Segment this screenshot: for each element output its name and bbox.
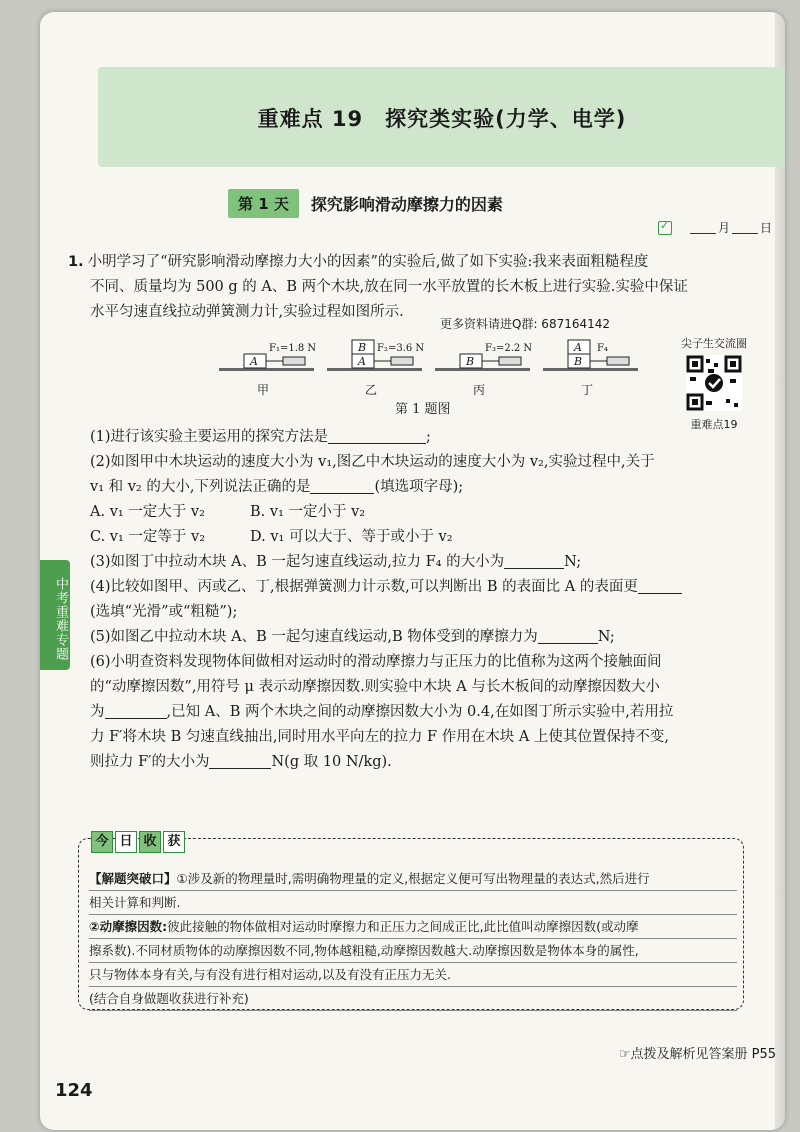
answer-blank-1[interactable]	[328, 428, 426, 444]
svg-text:B: B	[466, 355, 475, 368]
option-b: B. v₁ 一定小于 v₂	[250, 504, 366, 520]
page-number: 124	[55, 1080, 93, 1101]
setup-jia	[219, 343, 316, 397]
force-jia: F₁=1.8 N	[269, 343, 317, 354]
calendar-check-icon	[658, 221, 672, 235]
label-jia: 甲	[257, 383, 270, 397]
answer-blank-5[interactable]	[538, 628, 598, 644]
option-a: A. v₁ 一定大于 v₂	[90, 504, 205, 520]
summary-line: 相关计算和判断.	[89, 891, 737, 915]
qr-block	[680, 335, 748, 432]
setup-ding	[543, 340, 638, 397]
month-blank	[690, 222, 716, 234]
svg-text:A: A	[358, 355, 366, 368]
answer-reference: ☞点拨及解析见答案册 P55	[618, 1047, 776, 1062]
force-yi: F₂=3.6 N	[377, 343, 425, 354]
summary-line: 只与物体本身有关,与有没有进行相对运动,以及有没有正压力无关.	[89, 963, 737, 987]
summary-tag-char: 收	[139, 831, 161, 853]
options-ab	[68, 500, 748, 525]
qr-code-icon[interactable]	[686, 355, 742, 411]
part-6: (6)小明查资料发现物体间做相对运动时的滑动摩擦力与正压力的比值称为这两个接触面间	[90, 654, 662, 670]
summary-tag-char: 今	[91, 831, 113, 853]
date-field	[658, 219, 772, 236]
force-ding: F₄	[597, 343, 608, 354]
answer-blank-6b[interactable]	[209, 753, 271, 769]
answer-blank-4[interactable]	[638, 578, 682, 594]
summary-line: 【解题突破口】①涉及新的物理量时,需明确物理量的定义,根据定义便可写出物理量的表达式,然后进行	[89, 867, 737, 891]
qr-caption-top: 尖子生交流圈	[681, 337, 747, 350]
summary-tag	[91, 831, 185, 853]
answer-blank-2[interactable]	[310, 478, 374, 494]
setup-yi	[327, 340, 424, 397]
day-header	[228, 187, 503, 219]
label-yi: 乙	[365, 383, 378, 397]
qr-caption-bottom: 重难点19	[690, 418, 738, 431]
summary-note: (结合自身做题收获进行补充)	[89, 987, 737, 1011]
block-a-label-jia: A	[250, 355, 258, 368]
day-tag: 第 1 天	[228, 189, 299, 218]
month-label: 月	[717, 221, 730, 235]
option-d: D. v₁ 可以大于、等于或小于 v₂	[250, 529, 453, 545]
day-title: 探究影响滑动摩擦力的因素	[310, 194, 503, 214]
summary-body	[89, 867, 737, 1011]
question-intro: 1. 小明学习了“研究影响滑动摩擦力大小的因素”的实验后,做了如下实验:我来表面粗糙程度	[68, 254, 649, 270]
group-note: 更多资料请进Q群: 687164142	[440, 317, 611, 331]
label-bing: 丙	[473, 383, 486, 397]
daily-summary-box	[78, 834, 744, 1010]
svg-text:B: B	[358, 341, 367, 354]
svg-text:A: A	[574, 341, 582, 354]
figure-caption: 第 1 题图	[395, 402, 451, 417]
setup-bing	[435, 343, 532, 397]
answer-blank-3[interactable]	[504, 553, 564, 569]
part-2: (2)如图甲中木块运动的速度大小为 v₁,图乙中木块运动的速度大小为 v₂,实验过程中,关于	[90, 454, 655, 470]
section-title: 重难点 19 探究类实验(力学、电学)	[257, 107, 627, 131]
part-5: (5)如图乙中拉动木块 A、B 一起匀速直线运动,B 物体受到的摩擦力为 N;	[90, 629, 615, 645]
part-3: (3)如图丁中拉动木块 A、B 一起匀速直线运动,拉力 F₄ 的大小为 N;	[90, 554, 582, 570]
answer-blank-6a[interactable]	[105, 703, 167, 719]
summary-line: 擦系数).不同材质物体的动摩擦因数不同,物体越粗糙,动摩擦因数越大.动摩擦因数是物体本身的属性,	[89, 939, 737, 963]
side-tab: 中考重难专题	[40, 560, 70, 670]
force-bing: F₃=2.2 N	[485, 343, 533, 354]
page-edge	[775, 12, 785, 1130]
day-blank	[732, 222, 758, 234]
svg-text:B: B	[574, 355, 583, 368]
summary-line: ②动摩擦因数:彼此接触的物体做相对运动时摩擦力和正压力之间成正比,此比值叫动摩擦因数(或动摩	[89, 915, 737, 939]
options-cd	[68, 525, 748, 550]
question-1: 1. 小明学习了“研究影响滑动摩擦力大小的因素”的实验后,做了如下实验:我来表面粗糙程度 不同、质量均为 500 g 的 A、B 两个木块,放在同一水平放置的长木板上进行实验.实验中保证 水平匀速直线拉动弹簧测力计,实验过程如图所示. (1)进行该实验主要运用的探究方法是 ; (2)如图甲中木块运动的速度大小为 v₁,图乙中木块运动的速度大小为 v₂,实验过程中,关于 v₁ 和 v₂ 的大小,下列说法正确的是 (填选项字母); A. v₁ 一定大于 v₂ B. v₁ 一定小于 v₂ C. v₁ 一定等于 v₂ D. v₁ 可以大于、等于或小于 v₂ (3)如图丁中拉动木块 A、B 一起匀速直线运动,拉力 F₄ 的大小为 N; (4)比较如图甲、丙或乙、丁,根据弹簧测力计示数,可以判断出 B 的表面比 A 的表面更 (选填“光滑”或“粗糙”); (5)如图乙中拉动木块 A、B 一起匀速直线运动,B 物体受到的摩擦力为 N; (6)小明查资料发现物体间做相对运动时的滑动摩擦力与正压力的比值称为这两个接触面间 的“动摩擦因数”,用符号 μ 表示动摩擦因数.则实验中木块 A 与长木板间的动摩擦因数大小 为 ,已知 A、B 两个木块之间的动摩擦因数大小为 0.4,在如图丁所示实验中,若用拉 力 F′将木块 B 匀速直线抽出,同时用水平向左的拉力 F 作用在木块 A 上使其位置保持不变, 则拉力 F′的大小为 N(g 取 10 N/kg).	[68, 250, 748, 775]
part-1: (1)进行该实验主要运用的探究方法是 ;	[90, 429, 431, 445]
part-4: (4)比较如图甲、丙或乙、丁,根据弹簧测力计示数,可以判断出 B 的表面比 A 的表面更	[68, 575, 748, 600]
label-ding: 丁	[581, 383, 594, 397]
question-number: 1.	[68, 254, 84, 270]
option-c: C. v₁ 一定等于 v₂	[90, 529, 206, 545]
day-label: 日	[759, 221, 772, 235]
section-banner	[98, 67, 785, 167]
summary-tag-char: 获	[163, 831, 185, 853]
summary-tag-char: 日	[115, 831, 137, 853]
